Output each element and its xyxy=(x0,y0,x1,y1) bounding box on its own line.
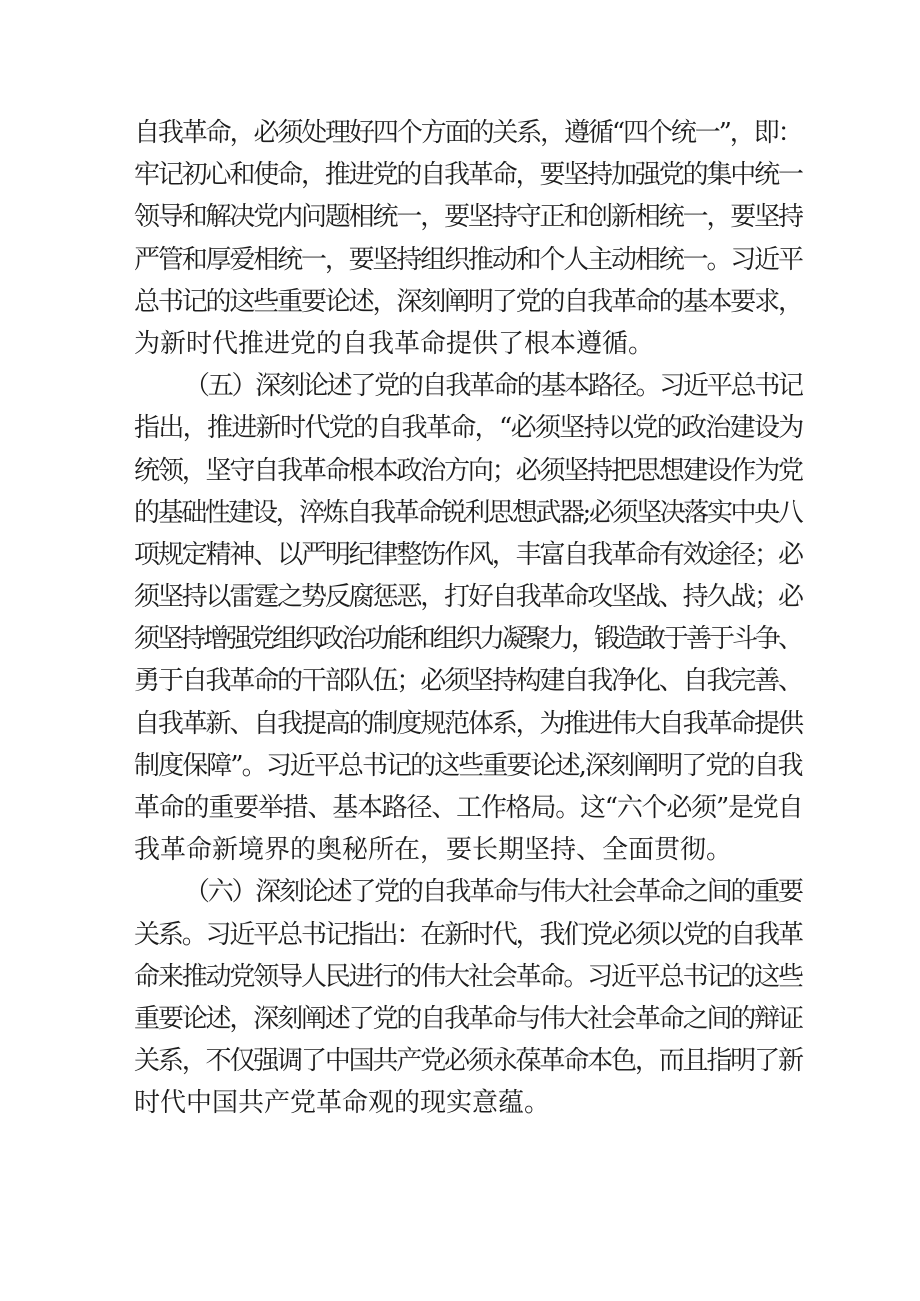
text-line: 为新时代推进党的自我革命提供了根本遵循。 xyxy=(134,328,655,359)
text-line: 我革命新境界的奥秘所在，要长期坚持、全面贯彻。 xyxy=(134,835,733,866)
text-line: 勇于自我革命的干部队伍；必须坚持构建自我净化、自我完善、 xyxy=(134,666,802,697)
text-line: 的基础性建设，淬炼自我革命锐利思想武器;必须坚决落实中央八 xyxy=(134,497,802,528)
text-line: 统领，坚守自我革命根本政治方向；必须坚持把思想建设作为党 xyxy=(134,455,802,486)
text-line: 项规定精神、以严明纪律整饬作风，丰富自我革命有效途径；必 xyxy=(134,539,802,570)
text-line: 命来推动党领导人民进行的伟大社会革命。习近平总书记的这些 xyxy=(134,961,802,992)
text-line: 关系。习近平总书记指出：在新时代，我们党必须以党的自我革 xyxy=(134,919,802,950)
text-line: 重要论述，深刻阐述了党的自我革命与伟大社会革命之间的辩证 xyxy=(134,1003,802,1034)
text-line: 领导和解决党内问题相统一，要坚持守正和创新相统一，要坚持 xyxy=(134,202,802,233)
text-line: 牢记初心和使命，推进党的自我革命，要坚持加强党的集中统一 xyxy=(134,160,802,191)
text-line: 时代中国共产党革命观的现实意蕴。 xyxy=(134,1088,551,1119)
section-heading-line: （六）深刻论述了党的自我革命与伟大社会革命之间的重要 xyxy=(184,877,802,908)
text-line: 自我革新、自我提高的制度规范体系，为推进伟大自我革命提供 xyxy=(134,708,802,739)
text-line: 须坚持增强党组织政治功能和组织力凝聚力，锻造敢于善于斗争、 xyxy=(134,624,802,655)
text-line: 严管和厚爱相统一，要坚持组织推动和个人主动相统一。习近平 xyxy=(134,244,802,275)
text-line: 总书记的这些重要论述，深刻阐明了党的自我革命的基本要求， xyxy=(134,286,802,317)
text-line: 关系，不仅强调了中国共产党必须永葆革命本色，而且指明了新 xyxy=(134,1046,802,1077)
text-line: 指出，推进新时代党的自我革命，“必须坚持以党的政治建设为 xyxy=(134,413,803,444)
text-line: 制度保障”。习近平总书记的这些重要论述,深刻阐明了党的自我 xyxy=(134,750,802,781)
section-heading-line: （五）深刻论述了党的自我革命的基本路径。习近平总书记 xyxy=(184,371,802,402)
text-line: 须坚持以雷霆之势反腐惩恶，打好自我革命攻坚战、持久战；必 xyxy=(134,582,802,613)
text-line: 革命的重要举措、基本路径、工作格局。这“六个必须”是党自 xyxy=(134,793,803,823)
text-line: 自我革命，必须处理好四个方面的关系，遵循“四个统一”，即： xyxy=(134,118,802,148)
document-body xyxy=(134,112,804,1125)
